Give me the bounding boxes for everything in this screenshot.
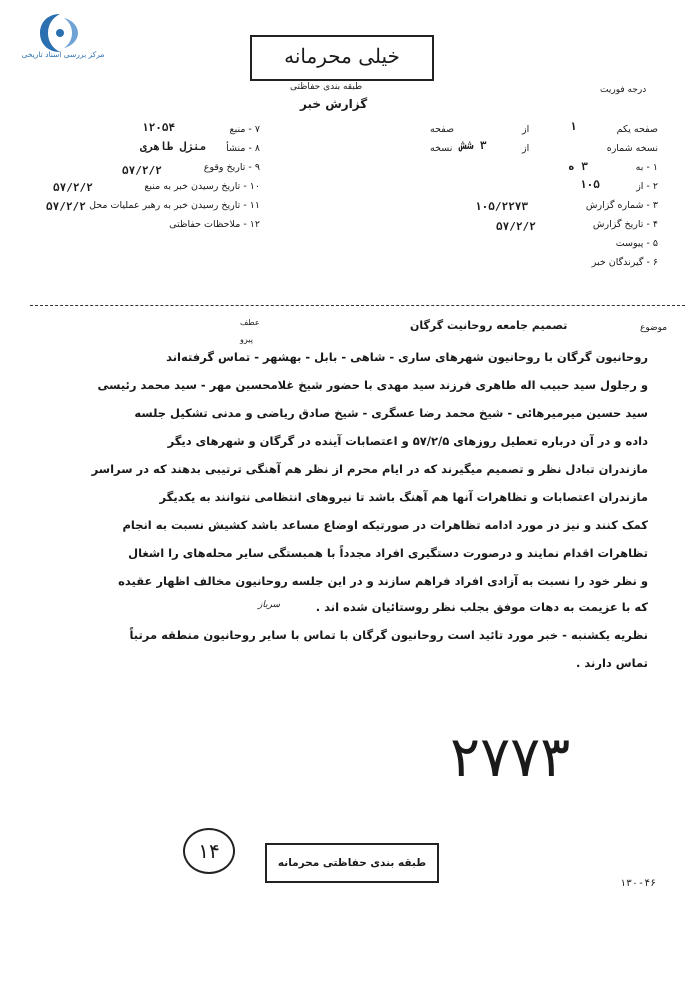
field-recipients-label: ۶ - گیرندگان خبر [591, 257, 658, 268]
subject-text: تصمیم جامعه روحانیت گرگان [410, 319, 568, 332]
field-origin-label: ۸ - منشأ [226, 143, 260, 154]
field-source-received-value: ۵۷/۲/۲ [53, 181, 93, 194]
body-line: مازندران اعتصابات و تظاهرات آنها هم آهنگ باشد تا نیروهای انتظامی نتوانند به یکدیگر [159, 490, 648, 504]
field-operation-received-value: ۵۷/۲/۲ [46, 200, 86, 213]
document-code: ۱۳۰-۴۶ [620, 878, 657, 889]
field-security-notes-label: ۱۲ - ملاحظات حفاظتی [169, 219, 260, 230]
circled-page-number: ۱۴ [183, 828, 235, 874]
body-line: روحانیون گرگان با روحانیون شهرهای ساری - شاهی - بابل - بهشهر - تماس گرفته‌اند [166, 350, 648, 364]
conclusion-line: نظریه یکشنبه - خبر مورد تائید است روحانیون گرگان با تماس با سایر روحانیون منطقه مرتباً [129, 628, 648, 642]
field-page-unit: صفحه [430, 124, 455, 135]
body-line: کمک کنند و نیز در مورد ادامه تظاهرات در صورتیکه اوضاع مساعد باشد کشیش نسبت به انجام [122, 518, 648, 532]
reference-note-peyro: پیرو [240, 335, 253, 344]
classification-line: طبقه بندی حفاظتی [290, 82, 363, 92]
field-attachment-label: ۵ - پیوست [615, 238, 658, 249]
margin-signature: سرباز [258, 600, 281, 610]
field-report-number-value: ۱۰۵/۲۲۷۳ [475, 200, 528, 213]
field-to-label: ۱ - به [635, 162, 658, 173]
field-source-label: ۷ - منبع [229, 124, 260, 135]
field-source-value: ۱۲۰۵۴ [142, 121, 176, 134]
field-page-of: از [522, 124, 530, 135]
top-classification-stamp: خیلی محرمانه [250, 35, 434, 81]
body-line: و نظر خود را نسبت به آزادی افراد فراهم سازند و در این جلسه روحانیون مخالف اظهار عقیده [118, 574, 648, 588]
field-copy-unit: نسخه [430, 143, 453, 154]
field-copy-label: نسخه شماره [606, 143, 658, 154]
reference-note-atf: عطف [240, 318, 260, 327]
field-occurrence-date-label: ۹ - تاریخ وقوع [203, 162, 260, 173]
field-copy-of: از [522, 143, 530, 154]
field-origin-value: منزل طاهری [140, 140, 207, 153]
subject-label: موضوع [640, 323, 668, 333]
urgency-label: درجه فوریت [600, 85, 647, 95]
archive-logo [12, 10, 92, 70]
field-operation-received-label: ۱۱ - تاریخ رسیدن خبر به رهبر عملیات محل [89, 200, 260, 211]
handwritten-document-number: ۲۷۷۳ [450, 725, 571, 790]
field-occurrence-date-value: ۵۷/۲/۲ [122, 164, 162, 177]
field-from-value: ۱۰۵ [580, 178, 600, 191]
report-title: گزارش خبر [300, 97, 368, 111]
archive-logo-caption: مرکز بررسی اسناد تاریخی [21, 50, 105, 59]
body-line: داده و در آن درباره تعطیل روزهای ۵۷/۲/۵ و اعتصابات آینده در گرگان و شهرهای دیگر [167, 434, 648, 448]
field-from-label: ۲ - از [636, 181, 658, 192]
conclusion-line: تماس دارند . [575, 656, 648, 670]
body-line: که با عزیمت به دهات موفق بجلب نظر روستائیان شده اند . [315, 600, 648, 614]
header-divider [30, 305, 685, 306]
field-page-value: ۱ [570, 120, 577, 133]
field-to-value: ۳ ه [568, 160, 588, 173]
field-copy-value: ۳ شش [460, 139, 487, 152]
field-report-number-label: ۳ - شماره گزارش [585, 200, 658, 211]
field-page-label: صفحه یکم [616, 124, 658, 135]
body-line: سید حسین میرمیرها‌ئی - شیخ محمد رضا عسگری - شیخ صادق ریاضی و مدنی تشکیل جلسه [134, 406, 648, 420]
field-report-date-label: ۴ - تاریخ گزارش [592, 219, 658, 230]
body-line: تظاهرات اقدام نمایند و درصورت دستگیری افراد مجدداً با همبستگی سایر محله‌های را اشغال [128, 546, 648, 560]
body-line: مازندران تبادل نظر و تصمیم میگیرند که در ایام محرم از نظر هم آهنگی ترتیبی بدهند که در سراسر [91, 462, 648, 476]
body-line: و رجلول سید حبیب اله طاهری فرزند سید مهدی با حضور شیخ غلامحسین مهر - سید محمد رئیسی [97, 378, 648, 392]
field-report-date-value: ۵۷/۲/۲ [496, 220, 536, 233]
field-source-received-label: ۱۰ - تاریخ رسیدن خبر به منبع [144, 181, 260, 192]
bottom-classification-stamp: طبقه بندی حفاظتی محرمانه [265, 843, 439, 883]
